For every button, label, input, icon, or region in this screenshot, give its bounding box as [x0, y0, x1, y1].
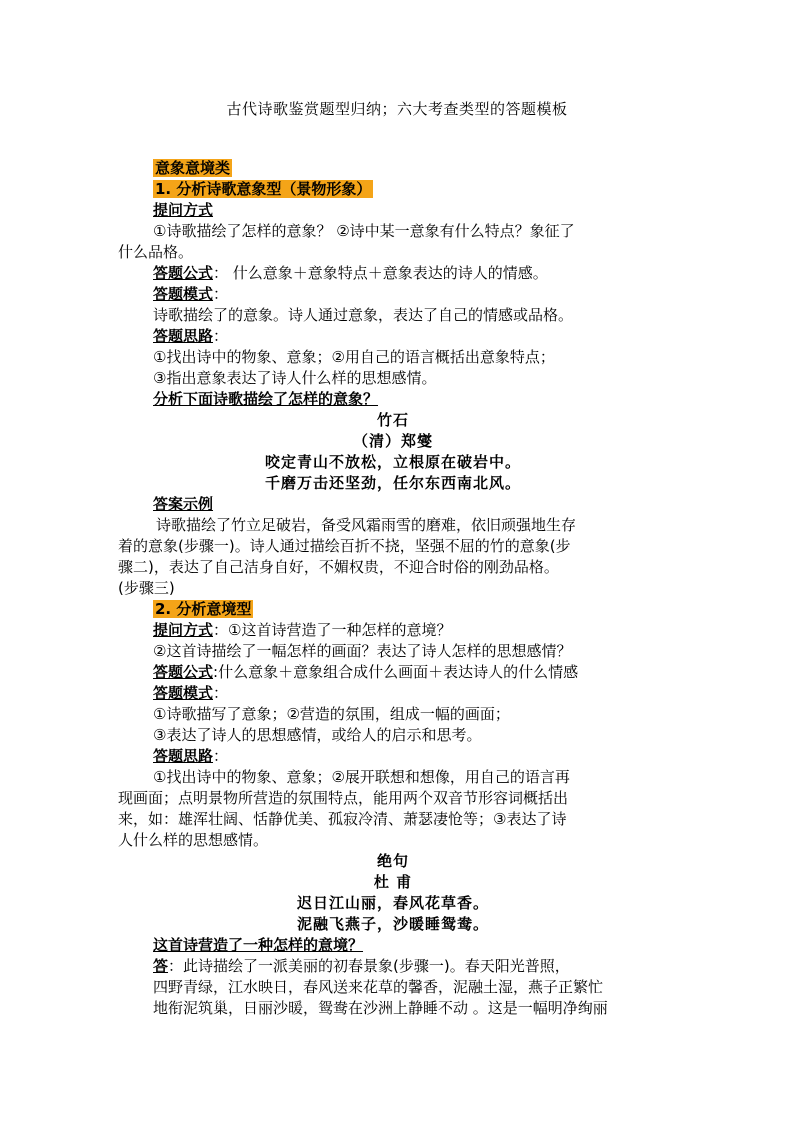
- part1-formula-label: 答题公式: [153, 264, 214, 282]
- section-heading: 意象意境类: [155, 159, 231, 177]
- part2-answer-l3: 地衔泥筑巢，日丽沙暖，鸳鸯在沙洲上静睡不动 。这是一幅明净绚丽: [153, 999, 608, 1017]
- part1-ask-label: 提问方式: [153, 201, 214, 219]
- part2-thinking-colon: ：: [213, 747, 229, 765]
- part2-heading-line: [118, 599, 668, 620]
- part1-heading-line: [118, 179, 668, 200]
- part1-question: 分析下面诗歌描绘了怎样的意象？: [153, 390, 379, 408]
- part2-thinking-label-line: [118, 746, 668, 767]
- section-heading-line: [118, 158, 668, 179]
- part2-template-2: ③表达了诗人的思想感情，或给人的启示和思考。: [153, 726, 482, 744]
- document-title: 古代诗歌鉴赏题型归纳；六大考查类型的答题模板: [226, 100, 568, 118]
- part2-template-label-line: [118, 683, 668, 704]
- part2-answer-text1: ：此诗描绘了一派美丽的初春景象(步骤一)。春天阳光普照，: [168, 957, 570, 975]
- part2-answer-l1: [118, 956, 668, 977]
- part2-ask-label: 提问方式: [153, 621, 214, 639]
- part1-answer-l4: (步骤三): [118, 579, 175, 597]
- part2-answer-label: 答: [153, 957, 169, 975]
- part2-question: 这首诗营造了一种怎样的意境？: [153, 936, 364, 954]
- part2-heading: 2. 分析意境型: [155, 600, 252, 618]
- part2-template-colon: ：: [213, 684, 229, 702]
- part1-formula-text: ： 什么意象＋意象特点＋意象表达的诗人的情感。: [213, 264, 548, 282]
- part1-answer-l1: 诗歌描绘了竹立足破岩，备受风霜雨雪的磨难，依旧顽强地生存: [156, 516, 577, 534]
- part2-ask-line1: [118, 620, 668, 641]
- part2-thinking-l4: 人什么样的思想感情。: [118, 831, 269, 849]
- part2-thinking-l1: ①找出诗中的物象、意象；②展开联想和想像，用自己的语言再: [153, 768, 570, 786]
- part1-thinking-label-line: [118, 326, 668, 347]
- document-body: [118, 158, 668, 1019]
- part1-thinking-label: 答题思路: [153, 327, 214, 345]
- part2-thinking-l2: 现画面；点明景物所营造的氛围特点，能用两个双音节形容词概括出: [118, 789, 569, 807]
- poem1-author: （清）郑燮: [352, 432, 433, 450]
- part1-template-label-line: [118, 284, 668, 305]
- part1-thinking-1: ①找出诗中的物象、意象；②用自己的语言概括出意象特点；: [153, 348, 555, 366]
- part2-formula-text: :什么意象＋意象组合成什么画面＋表达诗人的什么情感: [213, 663, 579, 681]
- part1-answer-label-line: [118, 494, 668, 515]
- part2-template-label: 答题模式: [153, 684, 214, 702]
- part2-thinking-label: 答题思路: [153, 747, 214, 765]
- part2-formula-line: [118, 662, 668, 683]
- poem1-line2: 千磨万击还坚劲，任尔东西南北风。: [264, 474, 521, 492]
- part1-ask-line2: 什么品格。: [118, 243, 194, 261]
- part1-heading: 1. 分析诗歌意象型（景物形象）: [155, 180, 372, 198]
- part1-template-colon: ：: [213, 285, 229, 303]
- poem1-title: 竹石: [376, 411, 409, 429]
- part1-answer-l2: 着的意象(步骤一)。诗人通过描绘百折不挠，坚强不屈的竹的意象(步: [118, 537, 571, 555]
- part1-answer-l3: 骤二)，表达了自己洁身自好，不媚权贵，不迎合时俗的刚劲品格。: [118, 558, 559, 576]
- part2-template-1: ①诗歌描写了意象；②营造的氛围，组成一幅的画面；: [153, 705, 510, 723]
- part2-ask-line2: ②这首诗描绘了一幅怎样的画面？表达了诗人怎样的思想感情？: [153, 642, 572, 660]
- poem2-title: 绝句: [376, 852, 409, 870]
- part1-thinking-2: ③指出意象表达了诗人什么样的思想感情。: [153, 369, 437, 387]
- poem2-author: 杜 甫: [373, 873, 413, 891]
- part1-thinking-colon: ：: [213, 327, 229, 345]
- poem1-line1: 咬定青山不放松，立根原在破岩中。: [264, 453, 521, 471]
- part1-template-label: 答题模式: [153, 285, 214, 303]
- part1-ask-label-line: [118, 200, 668, 221]
- part1-answer-label: 答案示例: [153, 495, 214, 513]
- part2-formula-label: 答题公式: [153, 663, 214, 681]
- part2-thinking-l3: 来，如：雄浑壮阔、恬静优美、孤寂冷清、萧瑟凄怆等；③表达了诗: [118, 810, 567, 828]
- part1-question-line: [118, 389, 668, 410]
- part1-formula-line: [118, 263, 668, 284]
- part2-ask-text1: ：①这首诗营造了一种怎样的意境？: [213, 621, 452, 639]
- poem2-line2: 泥融飞燕子，沙暖睡鸳鸯。: [296, 915, 489, 933]
- part1-template-text: 诗歌描绘了的意象。诗人通过意象，表达了自己的情感或品格。: [153, 306, 574, 324]
- part1-ask-line1: ①诗歌描绘了怎样的意象？ ②诗中某一意象有什么特点？象征了: [153, 222, 575, 240]
- part2-answer-l2: 四野青绿，江水映日，春风送来花草的馨香，泥融土湿，燕子正繁忙: [153, 978, 604, 996]
- poem2-line1: 迟日江山丽，春风花草香。: [296, 894, 489, 912]
- part2-question-line: [118, 935, 668, 956]
